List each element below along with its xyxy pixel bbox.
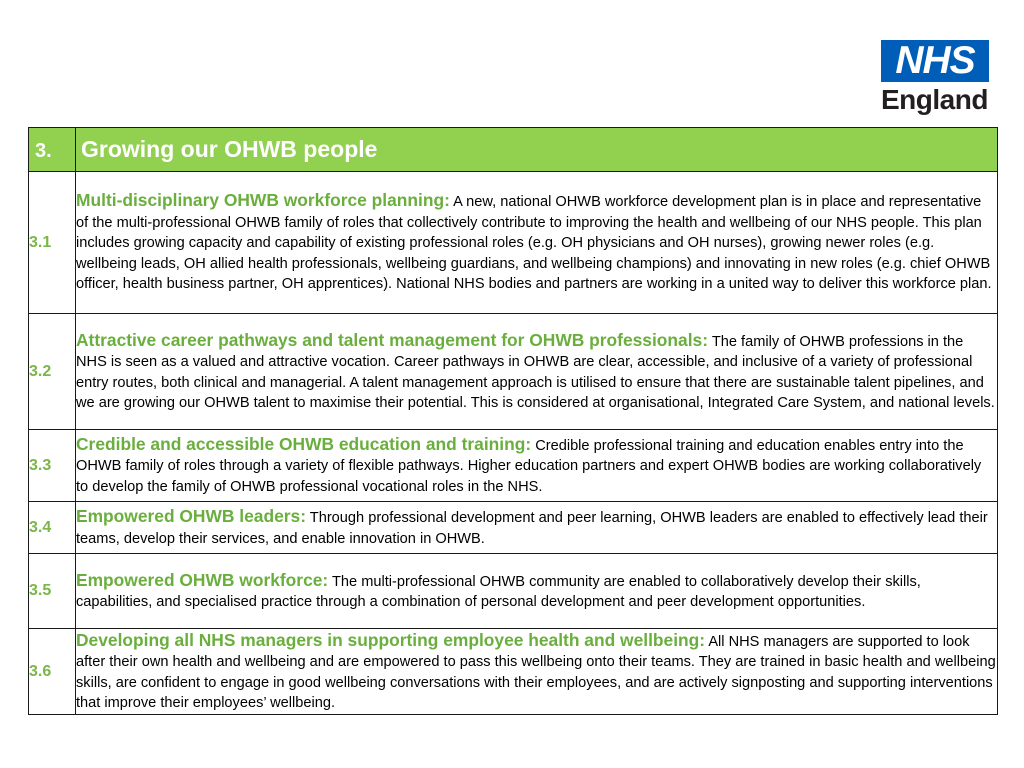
row-content xyxy=(76,502,998,554)
section-title: Growing our OHWB people xyxy=(76,128,998,172)
table-row xyxy=(29,430,998,502)
row-number: 3.2 xyxy=(29,314,76,430)
row-heading: Multi-disciplinary OHWB workforce planning: xyxy=(76,190,450,211)
table-row xyxy=(29,314,998,430)
table-row xyxy=(29,502,998,554)
section-number: 3. xyxy=(29,128,76,172)
row-text: All NHS managers are supported to look after their own health and wellbeing and are empowered to pass this wellbeing onto their teams. They are trained in basic health and wellbeing skills, are confident to engage in good wellbeing conversations with their employees, and are actively signposting and supporting interventions that improve their employees’ wellbeing. xyxy=(76,633,996,711)
row-heading: Developing all NHS managers in supporting employee health and wellbeing: xyxy=(76,629,706,650)
table-row xyxy=(29,629,998,715)
nhs-england-logo xyxy=(881,40,993,116)
ohwb-people-table xyxy=(28,127,998,715)
row-heading: Credible and accessible OHWB education and training: xyxy=(76,433,532,454)
logo-region: England xyxy=(881,84,988,115)
row-number: 3.1 xyxy=(29,172,76,314)
row-number: 3.4 xyxy=(29,502,76,554)
row-heading: Empowered OHWB leaders: xyxy=(76,506,306,526)
row-text: The multi-professional OHWB community are enabled to collaboratively develop their skills, capabilities, and specialised practice through a combination of personal development and peer development opportunities. xyxy=(76,573,921,610)
row-heading: Empowered OHWB workforce: xyxy=(76,569,329,590)
row-text: The family of OHWB professions in the NHS is seen as a valued and attractive vocation. Career pathways in OHWB are clear, accessible, and inclusive of a variety of professional entry routes, both clinical and managerial. A talent management approach is utilised to ensure that there are sustainable talent pipelines, and we are growing our OHWB talent to maximise their potential. This is considered at organisational, Integrated Care System, and national levels. xyxy=(76,333,995,411)
row-number: 3.3 xyxy=(29,430,76,502)
table-header-row xyxy=(29,128,998,172)
row-number: 3.5 xyxy=(29,554,76,629)
row-content xyxy=(76,554,998,629)
table-row xyxy=(29,172,998,314)
table-row xyxy=(29,554,998,629)
row-heading: Attractive career pathways and talent management for OHWB professionals: xyxy=(76,329,709,350)
row-content xyxy=(76,430,998,502)
row-content xyxy=(76,172,998,314)
nhs-logo-box: NHS xyxy=(881,40,989,82)
row-content xyxy=(76,314,998,430)
row-text: Through professional development and peer learning, OHWB leaders are enabled to effectively lead their teams, develop their services, and enable innovation in OHWB. xyxy=(76,510,988,547)
row-text: Credible professional training and education enables entry into the OHWB family of roles through a variety of flexible pathways. Higher education partners and expert OHWB bodies are working collaboratively to develop the family of OHWB professional vocational roles in the NHS. xyxy=(76,437,982,495)
row-content xyxy=(76,629,998,715)
row-text: A new, national OHWB workforce development plan is in place and representative of the multi-professional OHWB family of roles that collectively contribute to improving the health and wellbeing of our NHS people. This plan includes growing capacity and capability of existing professional roles (e.g. OH physicians and OH nurses), growing newer roles (e.g. wellbeing leads, OH allied health professionals, wellbeing guardians, and wellbeing champions) and innovating in new roles (e.g. chief OHWB officer, health business partner, OH apprentices). National NHS bodies and partners are working in a united way to deliver this workforce plan. xyxy=(76,194,992,293)
row-number: 3.6 xyxy=(29,629,76,715)
